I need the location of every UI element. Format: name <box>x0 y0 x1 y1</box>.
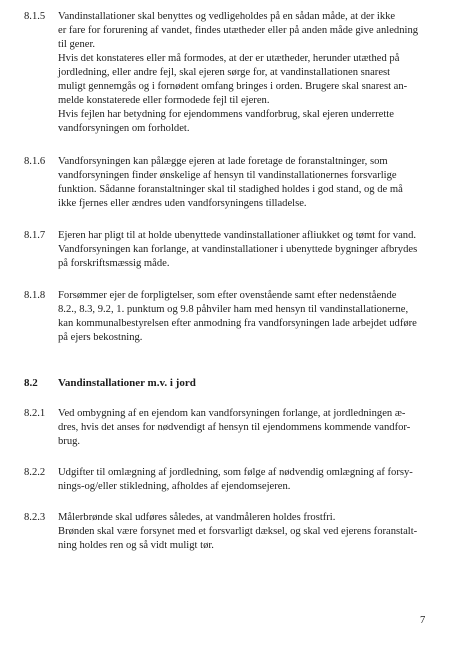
paragraph-line: Ved ombygning af en ejendom kan vandforsyningen forlange, at jordledningen æ- <box>58 408 406 419</box>
paragraph-line: til gener. <box>58 39 96 50</box>
paragraph-line: Målerbrønde skal udføres således, at vandmåleren holdes frostfri. <box>58 512 336 523</box>
section-number: 8.1.5 <box>24 11 46 22</box>
paragraph-line: er fare for forurening af vandet, findes utætheder eller på anden måde give anledning <box>58 25 419 36</box>
paragraph-line: vandforsyningen finder ønskelige af hensyn til vandinstallationernes forsvarlige <box>58 170 397 181</box>
paragraph-line: kan kommunalbestyrelsen efter anmodning fra vandforsyningen lade arbejdet udføre <box>58 318 417 329</box>
paragraph-line: ikke fjernes eller ændres uden vandforsyningens tilladelse. <box>58 198 307 209</box>
section-number: 8.2.1 <box>24 408 46 419</box>
paragraph-line: Vandinstallationer skal benyttes og vedligeholdes på en sådan måde, at der ikke <box>58 11 396 22</box>
paragraph-line: Forsømmer ejer de forpligtelser, som efter ovenstående samt efter nedenstående <box>58 290 397 301</box>
heading-number: 8.2 <box>24 377 38 389</box>
section-number: 8.2.3 <box>24 512 46 523</box>
paragraph-line: Udgifter til omlægning af jordledning, som følge af nødvendig omlægning af forsy- <box>58 467 413 478</box>
paragraph-line: brug. <box>58 436 81 447</box>
paragraph-line: Ejeren har pligt til at holde ubenyttede vandinstallationer afliukket og tømt for vand. <box>58 230 417 241</box>
paragraph-line: Hvis det konstateres eller må formodes, at der er utætheder, herunder utæthed på <box>58 53 400 64</box>
paragraph-line: muligt gennemgås og i fornødent omfang bringes i orden. Brugere skal snarest an- <box>58 81 408 92</box>
section-number: 8.1.8 <box>24 290 46 301</box>
paragraph-line: ning holdes ren og så vidt muligt tør. <box>58 540 214 551</box>
heading-title: Vandinstallationer m.v. i jord <box>58 377 196 389</box>
paragraph-line: dres, hvis det anses for nødvendigt af hensyn til ejendommens kommende vandfor- <box>58 422 411 433</box>
section-number: 8.2.2 <box>24 467 46 478</box>
paragraph-line: Vandforsyningen kan forlange, at vandinstallationer i ubenyttede bygninger afbrydes <box>58 244 418 255</box>
paragraph-line: 8.2., 8.3, 9.2, 1. punktum og 9.8 påhviler ham med hensyn til vandinstallationerne, <box>58 304 409 315</box>
paragraph-line: på ejers bekostning. <box>58 332 143 343</box>
paragraph-line: på forskriftsmæssig måde. <box>58 258 170 269</box>
paragraph-line: jordledning, eller andre fejl, skal ejeren sørge for, at vandinstallationen snarest <box>58 67 391 78</box>
section-number: 8.1.6 <box>24 156 46 167</box>
paragraph-line: vandforsyningen om forholdet. <box>58 123 190 134</box>
paragraph-line: Vandforsyningen kan pålægge ejeren at lade foretage de foranstaltninger, som <box>58 156 388 167</box>
paragraph-line: Hvis fejlen har betydning for ejendommens vandforbrug, skal ejeren underrette <box>58 109 394 120</box>
paragraph-line: Brønden skal være forsynet med et forsvarligt dæksel, og skal ved ejerens foranstalt- <box>58 526 418 537</box>
paragraph-line: funktion. Sådanne foranstaltninger skal til stadighed holdes i god stand, og de må <box>58 184 403 195</box>
section-number: 8.1.7 <box>24 230 46 241</box>
page-number: 7 <box>420 615 426 626</box>
paragraph-line: melde konstaterede eller formodede fejl til ejeren. <box>58 95 270 106</box>
paragraph-line: nings-og/eller stikledning, afholdes af ejendomsejeren. <box>58 481 291 492</box>
